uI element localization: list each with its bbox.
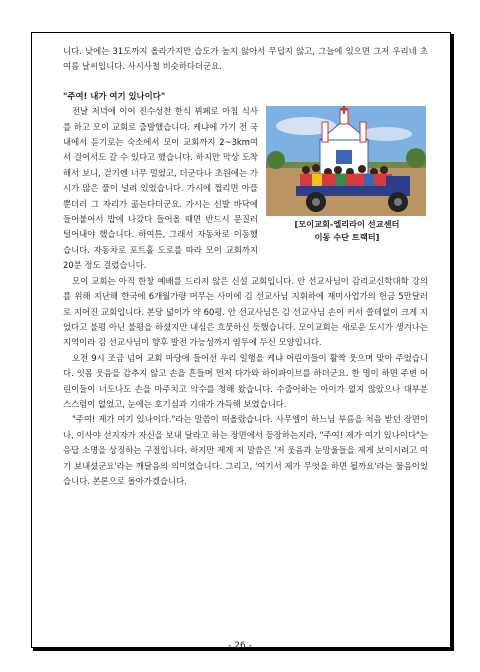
caption-line-1: [모이교회-엘리라이 선교센터: [294, 219, 400, 230]
paragraph-3: 오전 9시 조금 넘어 교회 마당에 들어선 우리 일행을 케냐 어린이들이 활짝 웃으며 맞아 주었습니다. 잇몸 웃음을 감추지 않고 손을 흔들며 먼저 다가와 하이파이브를 하더군요. 한 명이 하면 주변 어린이들이 너도나도 손을 마주치고 악수를 청해 왔습니다. 수줍어하는 아이가 없지 않았으나 대부분 스스럼이 없었고, 눈에는 호기심과 기대가 가득해 보였습니다.: [63, 352, 428, 409]
page-number: - 26 -: [228, 641, 252, 651]
caption-line-2: 이동 수단 트랙터]: [314, 232, 380, 243]
paragraph-continued: 니다. 낮에는 31도까지 올라가지만 습도가 높지 않아서 무덥지 않고, 그늘에 있으면 그저 우리네 초여름 날씨입니다. 사시사철 비슷하다더군요.: [63, 46, 428, 72]
figure-caption: [266, 218, 428, 244]
paragraph-1: 전날 저녁에 이어 진수성찬 한식 뷔페로 아침 식사를 하고 모이 교회로 출발했습니다. 케냐에 가기 전 국내에서 듣기로는 숙소에서 모이 교회까지 2~3km여서 걸어서도 갈 수 있다고 했습니다. 하지만 막상 도착해서 보니, 걷기엔 너무 멀었고, 더군다나 초원에는 가시가 많은 풀이 널려 있었습니다. 가시에 찔리면 아플뿐더러 그 자리가 곪는다더군요. 가시는 신발 바닥에 들어붙어서 밥에 나갔다 들어올 때면 반드시 문질러 털어내야 했습니다. 하여튼, 그래서 자동차로 이동했습니다. 자동차로 포트홀 도로를 따라 모이 교회까지 20분 정도 걸렸습니다.: [63, 106, 258, 271]
paragraph-2: 모이 교회는 아직 한창 예배를 드리지 않은 신설 교회입니다. 안 선교사님이 감리교신학대학 강의를 위해 지난해 한국에 6개월가량 머무는 사이에 김 선교사님 지휘하에 재미사업가의 헌금 5만달러로 지어진 교회입니다. 본당 넓이가 약 60평. 안 선교사님은 김 선교사님 손이 커서 쓸데없이 크게 지었다고 불평 아닌 불평을 하셨지만 내심은 흐뭇하신 듯했습니다. 모이교회는 새로운 도시가 생겨나는 지역이라 김 선교사님이 향후 발전 가능성까지 염두에 두신 모양입니다.: [63, 275, 428, 348]
page-shadow-right: [451, 34, 454, 650]
figure: [266, 106, 428, 244]
section-title: "주여! 내가 여기 있나이다": [63, 90, 166, 101]
photo-tractor-church: [266, 106, 426, 216]
document-body: [63, 44, 428, 489]
photo-illustration: [266, 106, 426, 216]
paragraph-4: "주여! 제가 여기 있나이다."라는 말씀이 떠올랐습니다. 사무엘이 하느님 부름을 처음 받던 장면이나, 이사야 선지자가 자신을 보내 달라고 하는 장면에서 등장하는지라, "주여! 제가 여기 있나이다"는 응답 소명을 상징하는 구절입니다. 하지만 제게 저 말씀은 '저 웃음과 눈망울들을 제게 보이시려고 여기 보내셨군요'라는 깨달음의 의미였습니다. 그리고, '여기서 제가 무엇을 하면 될까요'라는 물음이었습니다. 본론으로 돌아가겠습니다.: [63, 414, 428, 486]
